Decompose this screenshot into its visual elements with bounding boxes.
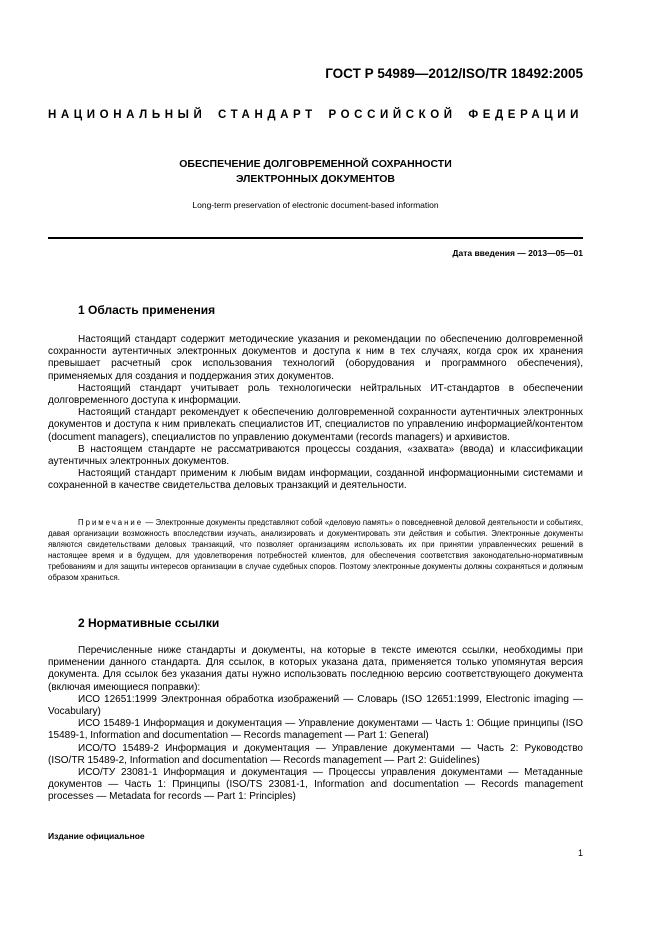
title-line: ОБЕСПЕЧЕНИЕ ДОЛГОВРЕМЕННОЙ СОХРАННОСТИ [179, 158, 452, 170]
standard-banner [48, 109, 583, 121]
reference-item: ИСО/ТО 15489-2 Информация и документация — Управление документами — Часть 2: Руководство (ISO/TR 15489-2, Information and documentation — Records management — Part 2: Guidelines) [48, 742, 583, 766]
reference-item: ИСО 15489-1 Информация и документация — Управление документами — Часть 1: Общие принципы (ISO 15489-1, Information and documentation — Records management — Part 1: General) [48, 718, 583, 742]
section-2-body [48, 645, 583, 804]
section-1-body [48, 334, 583, 493]
paragraph: Настоящий стандарт рекомендует к обеспечению долговременной сохранности аутентичных электронных документов и доступа к ним привлекать специалистов ИТ, специалистов по управлению информацией/контентом (document managers), специалистов по управлению документами (records managers) и архивистов. [48, 407, 583, 443]
paragraph: Настоящий стандарт содержит методические указания и рекомендации по обеспечению долговременной сохранности аутентичных электронных документов и доступа к ним в тех случаях, когда срок их хранения превышает расчетный срок использования технологий (оборудования и программного обеспечения), применяемых для создания и поддержания этих документов. [48, 334, 583, 382]
note-label: Примечание [78, 518, 144, 527]
section-1-note [48, 518, 583, 583]
reference-item: ИСО 12651:1999 Электронная обработка изображений — Словарь (ISO 12651:1999, Electronic imaging — Vocabulary) [48, 693, 583, 718]
banner-word: НАЦИОНАЛЬНЫЙ [48, 109, 207, 121]
banner-word: РОССИЙСКОЙ [328, 109, 457, 121]
edition-label: Издание официальное [48, 831, 145, 841]
section-1-heading: 1 Область применения [78, 303, 216, 317]
page-number: 1 [577, 848, 583, 858]
banner-word: ФЕДЕРАЦИИ [468, 109, 583, 121]
title-divider [48, 237, 583, 239]
reference-item: ИСО/ТУ 23081-1 Информация и документация — Процессы управления документами — Метаданные документов — Часть 1: Принципы (ISO/TS 23081-1, Information and documentation — Records management processes — Metadata for records — Part 1: Principles) [48, 767, 583, 803]
section-2-heading: 2 Нормативные ссылки [78, 616, 220, 630]
english-title: Long-term preservation of electronic document-based information [192, 200, 439, 210]
paragraph: Перечисленные ниже стандарты и документы, на которые в тексте имеются ссылки, необходимы при применении данного стандарта. Для ссылок, в которых указана дата, применяется только упомянутая версия документа. Для ссылок без указания даты нужно использовать последнюю версию соответствующего документа (включая имеющиеся поправки): [48, 645, 583, 693]
document-code: ГОСТ Р 54989—2012/ISO/TR 18492:2005 [325, 66, 583, 81]
paragraph: Настоящий стандарт применим к любым видам информации, созданной информационными системами и сохраненной в качестве свидетельства деловых транзакций и деятельности. [48, 468, 583, 492]
note-text: — Электронные документы представляют собой «деловую память» о повседневной деловой деятельности и событиях, давая организации возможность впоследствии изучать, анализировать и документировать эти действия и события. Электронные документы являются свидетельствами деловых транзакций, что позволяет организациям использовать их при принятии управленческих решений в настоящее время и в будущем, для удовлетворения потребностей клиентов, для обеспечения соответствия законодательно-нормативным требованиям и для защиты интересов организации в случае судебных споров. Поэтому электронные документы должны сохраняться и должным образом храниться. [48, 518, 583, 582]
paragraph: Настоящий стандарт учитывает роль технологически нейтральных ИТ-стандартов в обеспечении долговременного доступа к информации. [48, 382, 583, 407]
banner-word: СТАНДАРТ [218, 109, 317, 121]
title-line: ЭЛЕКТРОННЫХ ДОКУМЕНТОВ [235, 173, 395, 185]
document-title [48, 157, 583, 187]
introduction-date: Дата введения — 2013—05—01 [452, 248, 583, 258]
paragraph: В настоящем стандарте не рассматриваются процессы создания, «захвата» (ввода) и классификации аутентичных электронных документов. [48, 443, 583, 468]
